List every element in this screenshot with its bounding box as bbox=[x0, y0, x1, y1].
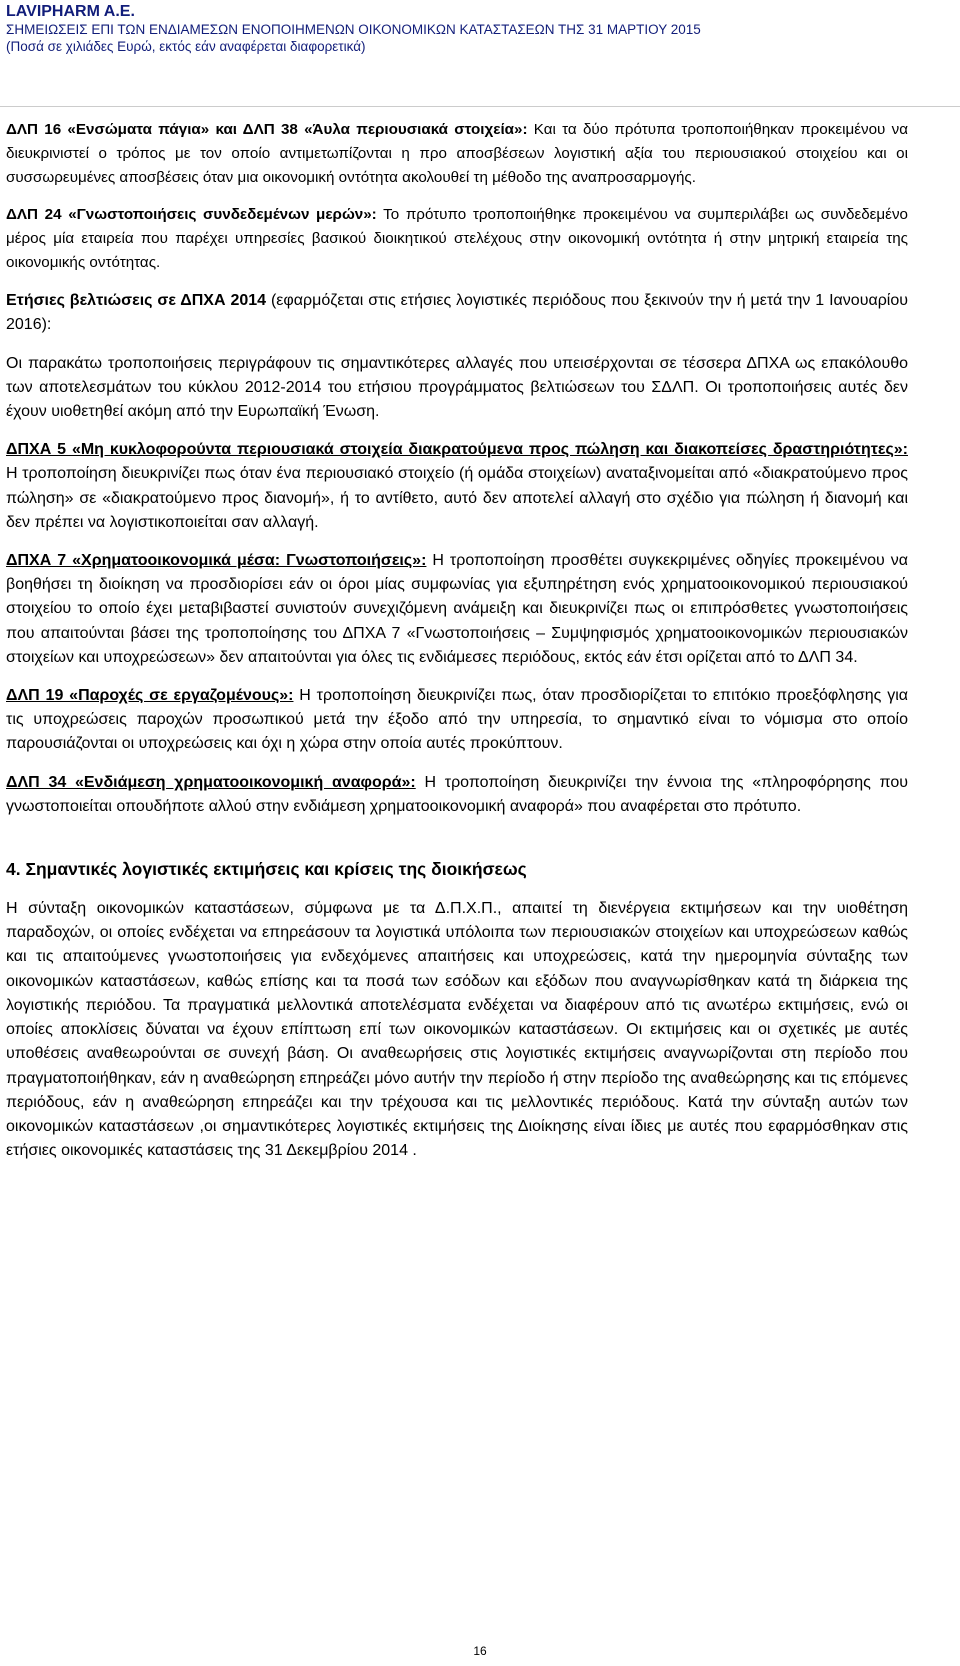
paragraph-title: Ετήσιες βελτιώσεις σε ΔΠΧΑ 2014 bbox=[6, 292, 267, 310]
paragraph-title: ΔΛΠ 19 «Παροχές σε εργαζομένους»: bbox=[6, 687, 294, 705]
paragraph-text: Οι παρακάτω τροποποιήσεις περιγράφουν τις σημαντικότερες αλλαγές που υπεισέρχονται σε τέσσερα ΔΠΧΑ ως επακόλουθο των αποτελεσμάτων του κύκλου 2012-2014 του ετήσιου προγράμματος βελτιώσεων του ΣΔΛΠ. Οι τροποποιήσεις αυτές δεν έχουν υιοθετηθεί ακόμη από την Ευρωπαϊκή Ένωση. bbox=[6, 354, 908, 421]
paragraph-title: ΔΛΠ 34 «Ενδιάμεση χρηματοοικονομική αναφορά»: bbox=[6, 773, 416, 791]
paragraph-text: Η τροποποίηση διευκρινίζει πως, όταν προσδιορίζεται το επιτόκιο προεξόφλησης για τις υποχρεώσεις παροχών προσωπικού μετά την έξοδο από την υπηρεσία, το σημαντικό είναι το νόμισμα στο οποίο παρουσιάζονται οι υποχρεώσεις και όχι η χώρα στην οποία αυτές προκύπτουν. bbox=[6, 687, 908, 753]
document-body bbox=[6, 118, 908, 1163]
page-number: 16 bbox=[473, 1644, 487, 1658]
page-header bbox=[6, 2, 946, 55]
paragraph-annual-improvements bbox=[6, 289, 908, 337]
paragraph-text: Το πρότυπο τροποποιήθηκε προκειμένου να συμπεριλάβει ως συνδεδεμένο μέρος μία εταιρεία που παρέχει υπηρεσίες βασικού διοικητικού στελέχους στην οικονομική οντότητα ή στην μητρική εταιρεία της οικονομικής οντότητας. bbox=[6, 205, 908, 272]
paragraph-text: Και τα δύο πρότυπα τροποποιήθηκαν προκειμένου να διευκρινιστεί ο τρόπος με τον οποίο αντιμετωπίζονται η προ αποσβέσεων λογιστική αξία του περιουσιακού στοιχείου και οι συσσωρευμένες αποσβέσεις όταν μια οικονομική οντότητα ακολουθεί τη μέθοδο της αναπροσαρμογής. bbox=[6, 121, 908, 187]
paragraph-ias34 bbox=[6, 771, 908, 819]
company-name: LAVIPHARM A.E. bbox=[6, 3, 135, 20]
paragraph-title: ΔΛΠ 24 «Γνωστοποιήσεις συνδεδεμένων μερών»: bbox=[6, 205, 377, 223]
paragraph-ifrs7 bbox=[6, 549, 908, 670]
paragraph-title: ΔΛΠ 16 «Ενσώματα πάγια» και ΔΛΠ 38 «Άυλα περιουσιακά στοιχεία»: bbox=[6, 121, 528, 138]
paragraph-ifrs5 bbox=[6, 438, 908, 535]
paragraph-ias16-ias38 bbox=[6, 118, 908, 191]
paragraph-text: Η τροποποίηση προσθέτει συγκεκριμένες οδηγίες προκειμένου να βοηθήσει τη διοίκηση να προσδιορίσει εάν οι όροι μίας συμφωνίας για εξυπηρέτηση ενός χρηματοοικονομικού περιουσιακού στοιχείου το οποίο έχει μεταβιβαστεί συνιστούν συνεχιζόμενη ανάμειξη και διευκρινίζει πως οι επιπρόσθετες γνωστοποιήσεις που απαιτούνται βάσει της τροποποίησης του ΔΠΧΑ 7 «Γνωστοποιήσεις – Συμψηφισμός χρηματοοικονομικών περιουσιακών στοιχείων και υποχρεώσεων» δεν απαιτούνται για όλες τις ενδιάμεσες περιόδους, εκτός εάν έτσι ορίζεται από το ΔΛΠ 34. bbox=[6, 552, 908, 666]
paragraph-title: ΔΠΧΑ 5 «Μη κυκλοφορούντα περιουσιακά στοιχεία διακρατούμενα προς πώληση και διακοπείσες δραστηριότητες»: bbox=[6, 441, 908, 459]
document-subtitle: (Ποσά σε χιλιάδες Ευρώ, εκτός εάν αναφέρεται διαφορετικά) bbox=[6, 39, 366, 54]
section-body: Η σύνταξη οικονομικών καταστάσεων, σύμφωνα με τα Δ.Π.Χ.Π., απαιτεί τη διενέργεια εκτιμήσεων και την υιοθέτηση παραδοχών, οι οποίες ενδέχεται να επηρεάσουν τα λογιστικά υπόλοιπα των περιουσιακών στοιχείων και υποχρεώσεων καθώς και τις απαιτούμενες γνωστοποιήσεις για ενδεχόμενες απαιτήσεις και υποχρεώσεις, κατά την ημερομηνία σύνταξης των οικονομικών καταστάσεων, καθώς επίσης και τα ποσά των εσόδων και εξόδων που αναγνωρίσθηκαν κατά τη διάρκεια της λογιστικής περιόδου. Τα πραγματικά μελλοντικά αποτελέσματα ενδέχεται να διαφέρουν από τις ανωτέρω εκτιμήσεις, ενώ οι οποίες αποκλίσεις δύναται να έχουν επίπτωση επί των οικονομικών καταστάσεων. Οι εκτιμήσεις και οι σχετικές με αυτές υποθέσεις αναθεωρούνται σε συνεχή βάση. Οι αναθεωρήσεις στις λογιστικές εκτιμήσεις αναγνωρίζονται στη περίοδο που πραγματοποιήθηκαν, εάν η αναθεώρηση επηρεάζει μόνο αυτήν την περίοδο ή στην περίοδο της αναθεώρησης και τις επόμενες περιόδους, εάν η αναθεώρηση επηρεάζει και την τρέχουσα και τις μελλοντικές περιόδους. Κατά την σύνταξη αυτών των οικονομικών καταστάσεων ,οι σημαντικότερες λογιστικές εκτιμήσεις της Διοίκησης είναι ίδιες με αυτές που εφαρμόσθηκαν στις ετήσιες οικονομικές καταστάσεις της 31 Δεκεμβρίου 2014 . bbox=[6, 900, 908, 1160]
paragraph-text: Η τροποποίηση διευκρινίζει πως όταν ένα περιουσιακό στοιχείο (ή ομάδα στοιχείων) αναταξινομείται από «διακρατούμενο προς πώληση» σε «διακρατούμενο προς διανομή», ή το αντίθετο, αυτό δεν αποτελεί αλλαγή στο σχέδιο για πώληση ή διανομή και δεν πρέπει να λογιστικοποιείται σαν αλλαγή. bbox=[6, 465, 908, 531]
paragraph-ias19 bbox=[6, 684, 908, 757]
paragraph-text: Η τροποποίηση διευκρινίζει την έννοια της «πληροφόρησης που γνωστοποιείται οπουδήποτε αλλού στην ενδιάμεση χρηματοοικονομική αναφορά» που αναφέρεται στο πρότυπο. bbox=[6, 773, 909, 815]
header-divider bbox=[0, 106, 960, 107]
paragraph-ias24 bbox=[6, 203, 908, 276]
section-heading: 4. Σημαντικές λογιστικές εκτιμήσεις και κρίσεις της διοικήσεως bbox=[6, 859, 527, 880]
document-title: ΣΗΜΕΙΩΣΕΙΣ ΕΠΙ ΤΩΝ ΕΝΔΙΑΜΕΣΩΝ ΕΝΟΠΟΙΗΜΕΝΩΝ ΟΙΚΟΝΟΜΙΚΩΝ ΚΑΤΑΣΤΑΣΕΩΝ ΤΗΣ 31 ΜΑΡΤΙΟΥ 2015 bbox=[6, 22, 701, 37]
paragraph-text: (εφαρμόζεται στις ετήσιες λογιστικές περιόδους που ξεκινούν την ή μετά την 1 Ιανουαρίου 2016): bbox=[6, 292, 909, 334]
paragraph-title: ΔΠΧΑ 7 «Χρηματοοικονομικά μέσα: Γνωστοποιήσεις»: bbox=[6, 552, 427, 570]
paragraph-improvements-intro bbox=[6, 352, 908, 425]
